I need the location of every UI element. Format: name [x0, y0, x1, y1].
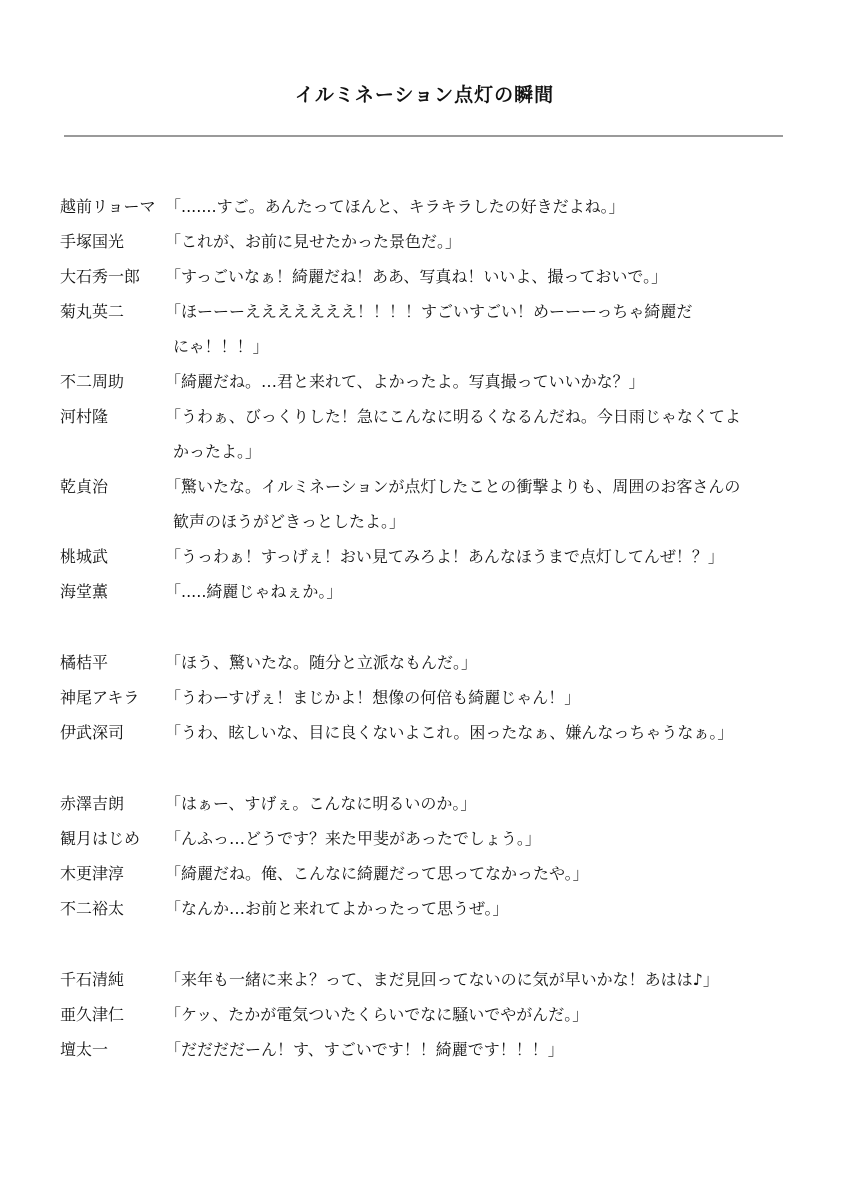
script-body: [60, 196, 800, 1074]
script-line: [60, 581, 800, 616]
dialogue-text: 「んふっ…どうです？来た甲斐があったでしょう。」: [165, 829, 541, 848]
script-line: [60, 793, 800, 828]
speaker-name: 木更津淳: [60, 864, 125, 883]
speaker-name: 大石秀一郎: [60, 267, 141, 286]
dialogue-text: 「うわーすげぇ！まじかよ！想像の何倍も綺麗じゃん！」: [165, 688, 581, 707]
speaker-name: 亜久津仁: [60, 1005, 125, 1024]
speaker-name: 手塚国光: [60, 232, 125, 251]
dialogue-text: 「ほう、驚いたな。随分と立派なもんだ。」: [165, 653, 478, 672]
dialogue-text: 「なんか…お前と来れてよかったって思うぜ。」: [165, 899, 509, 918]
section-spacer: [60, 757, 800, 793]
script-line: [60, 687, 800, 722]
script-line: [60, 898, 800, 933]
script-line: [60, 231, 800, 266]
dialogue-text: 「すっごいなぁ！綺麗だね！ああ、写真ね！いいよ、撮っておいで。」: [165, 267, 668, 286]
dialogue-text: 「これが、お前に見せたかった景色だ。」: [165, 232, 462, 251]
speaker-name: 伊武深司: [60, 723, 125, 742]
script-line: [60, 1039, 800, 1074]
speaker-name: 不二裕太: [60, 899, 125, 918]
dialogue-text: 「来年も一緒に来よ？って、まだ見回ってないのに気が早いかな！あはは♪」: [165, 970, 719, 989]
dialogue-text: 「綺麗だね。俺、こんなに綺麗だって思ってなかったや。」: [165, 864, 589, 883]
document-title: イルミネーション点灯の瞬間: [294, 84, 555, 106]
dialogue-text: 「だだだだーん！す、すごいです！！綺麗です！！！」: [165, 1040, 564, 1059]
speaker-name: 観月はじめ: [60, 829, 141, 848]
script-line: [60, 969, 800, 1004]
script-line: [60, 1004, 800, 1039]
title-divider: [64, 135, 783, 137]
speaker-name: 不二周助: [60, 372, 125, 391]
script-line: [60, 476, 800, 511]
dialogue-text: かったよ。」: [173, 442, 262, 461]
script-line: [60, 652, 800, 687]
script-line: [60, 266, 800, 301]
script-line-continuation: [60, 336, 800, 371]
section-spacer: [60, 933, 800, 969]
speaker-name: 神尾アキラ: [60, 688, 140, 707]
script-line: [60, 406, 800, 441]
script-line: [60, 722, 800, 757]
speaker-name: 乾貞治: [60, 477, 109, 496]
speaker-name: 壇太一: [60, 1040, 109, 1059]
dialogue-text: 「うわ、眩しいな、目に良くないよこれ。困ったなぁ、嫌んなっちゃうなぁ。」: [165, 723, 734, 742]
dialogue-text: 「うっわぁ！すっげぇ！おい見てみろよ！あんなほうまで点灯してんぜ！？」: [165, 547, 724, 566]
dialogue-text: 「うわぁ、びっくりした！急にこんなに明るくなるんだね。今日雨じゃなくてよ: [165, 407, 741, 426]
speaker-name: 河村隆: [60, 407, 109, 426]
dialogue-text: 「綺麗だね。…君と来れて、よかったよ。写真撮っていいかな？」: [165, 372, 645, 391]
script-line: [60, 371, 800, 406]
dialogue-text: 「.......すご。あんたってほんと、キラキラしたの好きだよね。」: [165, 197, 625, 216]
script-line: [60, 301, 800, 336]
speaker-name: 桃城武: [60, 547, 109, 566]
section-spacer: [60, 616, 800, 652]
script-line-continuation: [60, 441, 800, 476]
dialogue-text: 「ケッ、たかが電気ついたくらいでなに騒いでやがんだ。」: [165, 1005, 589, 1024]
dialogue-text: 「はぁー、すげぇ。こんなに明るいのか。」: [165, 794, 477, 813]
dialogue-text: 「驚いたな。イルミネーションが点灯したことの衝撃よりも、周囲のお客さんの: [165, 477, 741, 496]
speaker-name: 菊丸英二: [60, 302, 125, 321]
script-line: [60, 828, 800, 863]
speaker-name: 越前リョーマ: [60, 197, 156, 216]
dialogue-text: にゃ！！！」: [173, 337, 269, 356]
speaker-name: 橘桔平: [60, 653, 109, 672]
dialogue-text: 「ほーーーえええええええ！！！！すごいすごい！めーーーっちゃ綺麗だ: [165, 302, 693, 321]
script-line: [60, 863, 800, 898]
script-line: [60, 546, 800, 581]
speaker-name: 海堂薫: [60, 582, 109, 601]
speaker-name: 赤澤吉朗: [60, 794, 125, 813]
dialogue-text: 歓声のほうがどきっとしたよ。」: [173, 512, 406, 531]
speaker-name: 千石清純: [60, 970, 125, 989]
dialogue-text: 「.....綺麗じゃねぇか。」: [165, 582, 343, 601]
script-line: [60, 196, 800, 231]
script-line-continuation: [60, 511, 800, 546]
